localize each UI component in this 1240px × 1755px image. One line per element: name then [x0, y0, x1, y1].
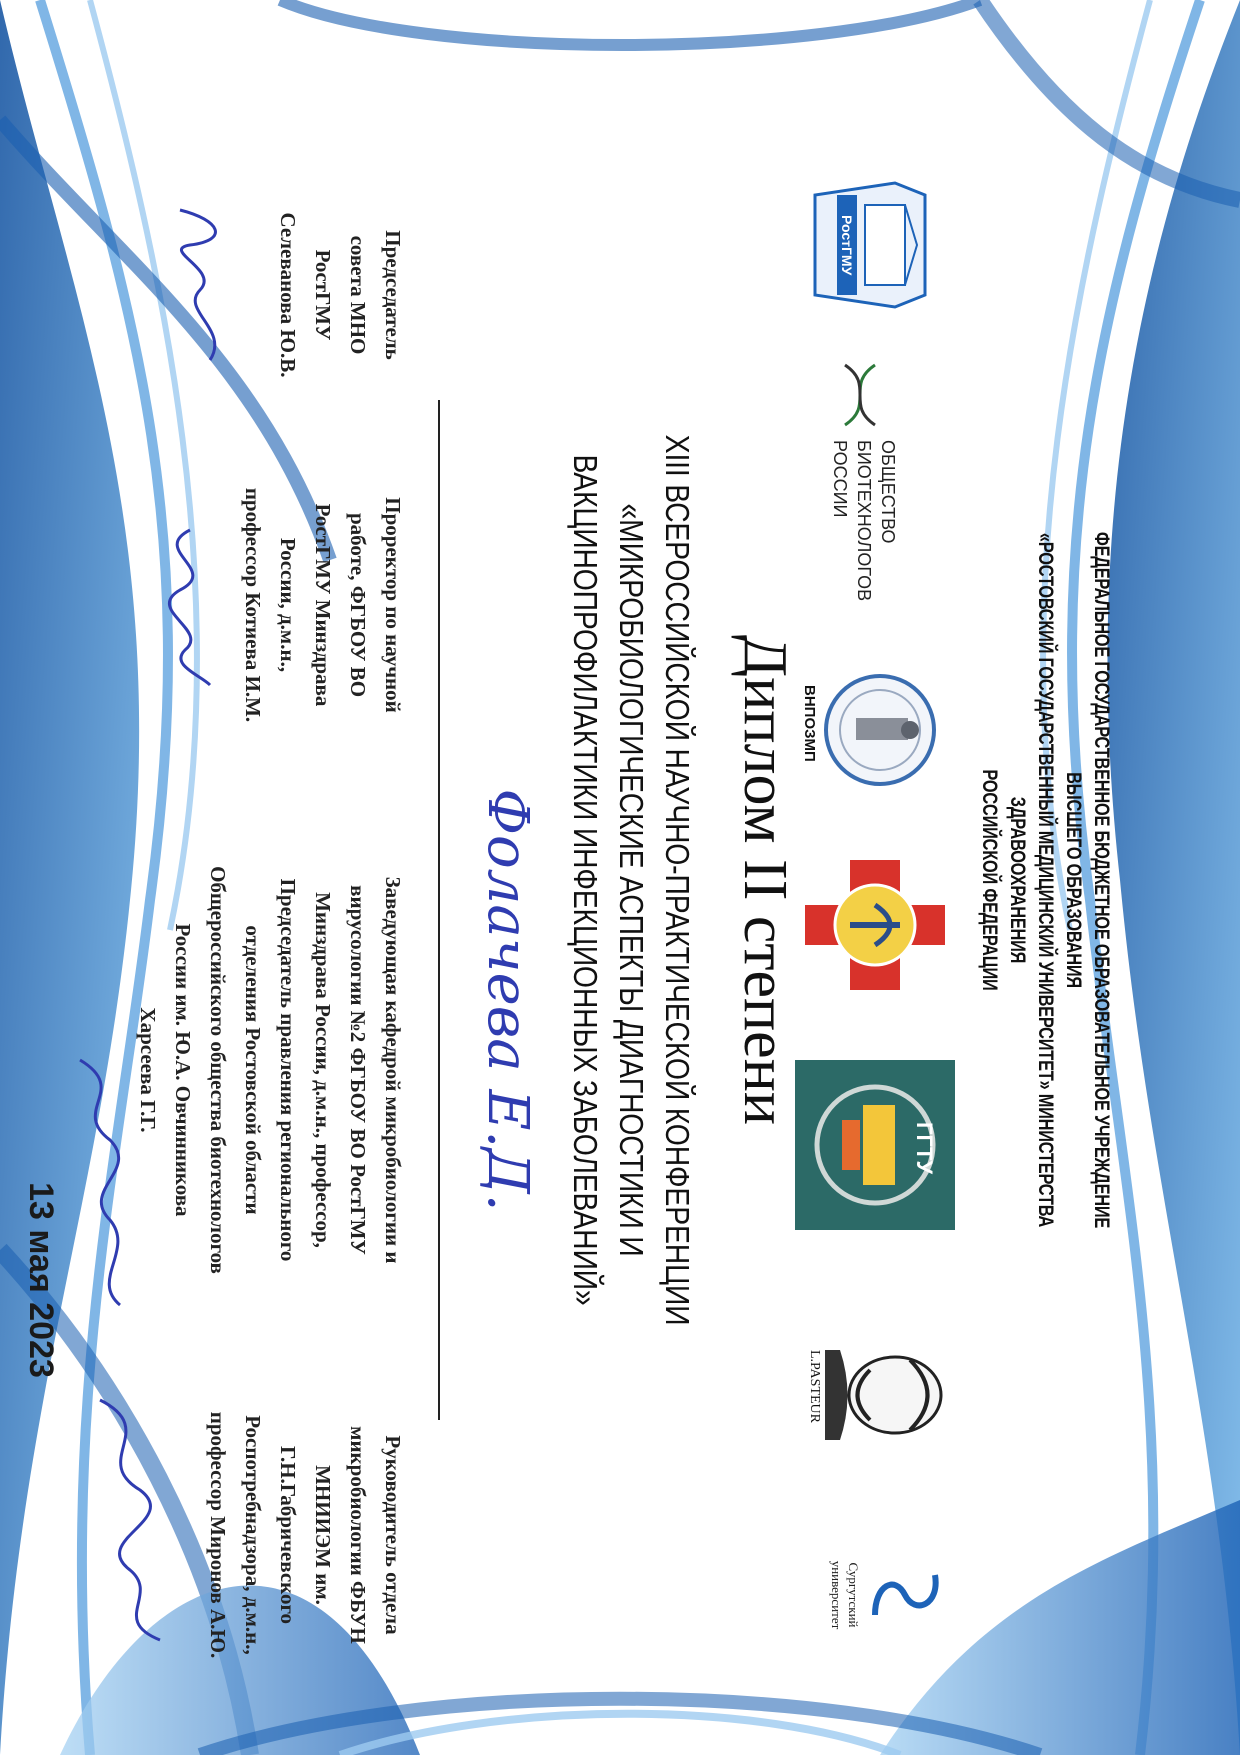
logo-medical-emblem: [805, 860, 945, 990]
signature-4: [70, 1390, 180, 1650]
header-line-2: ВЫСШЕГО ОБРАЗОВАНИЯ: [1062, 772, 1085, 988]
sig2-line: Проректор по научной: [381, 497, 405, 713]
university-s-icon: [870, 1565, 940, 1625]
sig3-line: Харсеева Г.Г.: [136, 1007, 160, 1133]
sig4-line: микробиологии ФБУН: [346, 1426, 370, 1644]
signatory-2: [235, 440, 410, 770]
signature-2: [140, 520, 230, 690]
rostgmu-label: РостГМУ: [839, 215, 855, 276]
conference-line-2: «МИКРОБИОЛОГИЧЕСКИЕ АСПЕКТЫ ДИАГНОСТИКИ И: [613, 503, 650, 1257]
logo-rostgmu: [805, 175, 935, 315]
conference-line-1: XIII ВСЕРОССИЙСКОЙ НАУЧНО-ПРАКТИЧЕСКОЙ КОНФЕРЕНЦИИ: [659, 434, 696, 1326]
sig4-line: МНИИЭМ им.: [311, 1465, 335, 1605]
sig4-line: Роспотребнадзора, д.м.н.,: [241, 1415, 265, 1655]
biotech-line-3: РОССИИ: [830, 440, 850, 518]
signature-1: [150, 200, 240, 370]
sig3-line: отделения Ростовской области: [241, 925, 265, 1215]
sig4-line: Г.Н.Габричевского: [276, 1445, 300, 1625]
logo-ggtu: [795, 1060, 955, 1230]
biotech-line-2: БИОТЕХНОЛОГОВ: [854, 440, 874, 602]
sig3-line: Председатель правления регионального: [276, 878, 300, 1262]
header-line-1: ФЕДЕРАЛЬНОЕ ГОСУДАРСТВЕННОЕ БЮДЖЕТНОЕ ОБРАЗОВАТЕЛЬНОЕ УЧРЕЖДЕНИЕ: [1090, 531, 1113, 1229]
biotech-line-1: ОБЩЕСТВО: [878, 440, 898, 544]
pasteur-label: L.PASTEUR: [807, 1350, 822, 1424]
sig2-line: работе, ФГБОУ ВО: [346, 512, 370, 698]
sig1-line: Председатель: [381, 230, 405, 360]
recipient-name: Фолачева Е.Д.: [475, 788, 540, 1212]
logo-biotech-society: [815, 360, 905, 620]
signatory-1: [270, 180, 410, 410]
logo-vnpozmp: [790, 660, 940, 800]
sig3-line: Минздрава России, д.м.н., профессор,: [311, 892, 335, 1248]
sig3-line: Общероссийского общества биотехнологов: [206, 866, 230, 1274]
diploma-title: Диплом II степени: [731, 634, 799, 1126]
signature-3: [60, 1050, 150, 1310]
issue-date: 13 мая 2023: [22, 1182, 60, 1378]
signatory-4: [200, 1370, 410, 1700]
vnpozmp-label: ВНПОЗМП: [801, 685, 818, 762]
ggtu-label: ГГТУ: [912, 1122, 937, 1175]
recipient-underline: [438, 400, 440, 1420]
sig2-line: профессор Котиева И.М.: [241, 487, 265, 723]
institution-header: [975, 451, 1115, 1309]
signatory-3: [130, 790, 410, 1350]
sig2-line: России, д.м.н.,: [276, 537, 300, 673]
sig1-line: совета МНО: [346, 235, 370, 355]
sig2-line: РостГМУ Минздрава: [311, 503, 335, 707]
conference-name: [562, 321, 700, 1439]
logo-university: [800, 1520, 940, 1670]
logo-pasteur: [800, 1330, 950, 1460]
univ-line-2: университет: [829, 1560, 844, 1630]
sig4-line: профессор Миронов А.Ю.: [206, 1411, 230, 1659]
sig1-line: Селеванова Ю.В.: [276, 212, 300, 378]
sig3-line: Заведующая кафедрой микробиологии и: [381, 876, 405, 1264]
sig4-line: Руководитель отдела: [381, 1435, 405, 1635]
sig3-line: России им. Ю.А. Овчинникова: [171, 923, 195, 1217]
header-line-4: РОССИЙСКОЙ ФЕДЕРАЦИИ: [978, 769, 1001, 991]
sig3-line: вирусологии №2 ФГБОУ ВО РостГМУ: [346, 885, 370, 1255]
sig1-line: РостГМУ: [311, 249, 335, 341]
conference-line-3: ВАКЦИНОПРОФИЛАКТИКИ ИНФЕКЦИОННЫХ ЗАБОЛЕВАНИЙ»: [567, 454, 604, 1306]
dna-icon: [840, 360, 880, 430]
univ-line-1: Сургутский: [846, 1562, 861, 1628]
header-line-3: «РОСТОВСКИЙ ГОСУДАРСТВЕННЫЙ МЕДИЦИНСКИЙ УНИВЕРСИТЕТ» МИНИСТЕРСТВА ЗДРАВООХРАНЕНИЯ: [1006, 532, 1057, 1228]
